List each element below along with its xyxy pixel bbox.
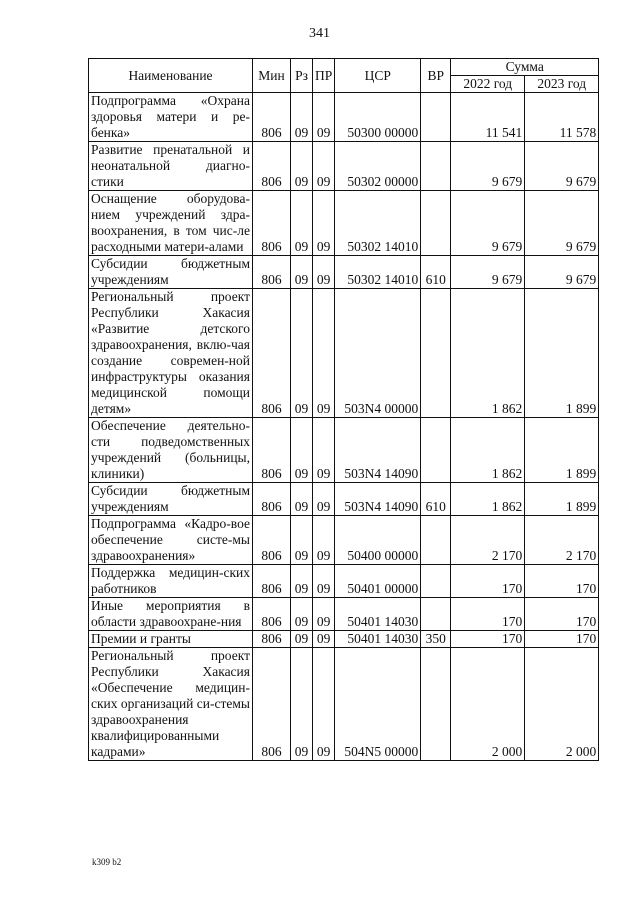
row-rz: 09 xyxy=(291,598,313,631)
row-amount-2023: 1 899 xyxy=(525,418,599,483)
row-name: Региональный проект Республики Хакасия «Развитие детского здравоохранения, вклю-чая создание современ-ной инфраструктуры оказания медицинской помощи детям» xyxy=(89,289,253,418)
row-name: Субсидии бюджетным учреждениям xyxy=(89,483,253,516)
row-min: 806 xyxy=(253,631,291,648)
row-vr xyxy=(421,565,451,598)
row-rz: 09 xyxy=(291,289,313,418)
row-csr: 50302 14010 xyxy=(335,191,421,256)
header-name: Наименование xyxy=(89,59,253,93)
row-min: 806 xyxy=(253,418,291,483)
row-pr: 09 xyxy=(313,648,335,761)
row-vr: 610 xyxy=(421,256,451,289)
row-vr xyxy=(421,289,451,418)
row-name: Премии и гранты xyxy=(89,631,253,648)
row-amount-2023: 2 000 xyxy=(525,648,599,761)
row-amount-2022: 1 862 xyxy=(451,483,525,516)
row-csr: 50302 00000 xyxy=(335,142,421,191)
row-pr: 09 xyxy=(313,631,335,648)
row-amount-2023: 11 578 xyxy=(525,93,599,142)
row-vr xyxy=(421,93,451,142)
budget-table xyxy=(88,58,599,761)
row-csr: 50300 00000 xyxy=(335,93,421,142)
row-csr: 50302 14010 xyxy=(335,256,421,289)
row-name: Поддержка медицин-ских работников xyxy=(89,565,253,598)
table-row xyxy=(89,631,599,648)
row-rz: 09 xyxy=(291,142,313,191)
table-row xyxy=(89,418,599,483)
row-pr: 09 xyxy=(313,565,335,598)
row-amount-2022: 9 679 xyxy=(451,256,525,289)
header-year-2023: 2023 год xyxy=(525,76,599,93)
row-amount-2023: 1 899 xyxy=(525,289,599,418)
row-amount-2023: 170 xyxy=(525,631,599,648)
row-amount-2023: 2 170 xyxy=(525,516,599,565)
row-rz: 09 xyxy=(291,256,313,289)
row-amount-2022: 9 679 xyxy=(451,142,525,191)
row-csr: 50401 14030 xyxy=(335,631,421,648)
row-min: 806 xyxy=(253,142,291,191)
row-amount-2023: 1 899 xyxy=(525,483,599,516)
table-row xyxy=(89,256,599,289)
table-row xyxy=(89,289,599,418)
row-vr xyxy=(421,516,451,565)
row-vr xyxy=(421,418,451,483)
row-amount-2023: 170 xyxy=(525,598,599,631)
row-amount-2022: 11 541 xyxy=(451,93,525,142)
row-min: 806 xyxy=(253,289,291,418)
header-csr: ЦСР xyxy=(335,59,421,93)
row-csr: 504N5 00000 xyxy=(335,648,421,761)
row-pr: 09 xyxy=(313,93,335,142)
row-csr: 50400 00000 xyxy=(335,516,421,565)
table-row xyxy=(89,93,599,142)
row-name: Региональный проект Республики Хакасия «Обеспечение медицин-ских организаций си-стемы здравоохранения квалифицированными кадрами» xyxy=(89,648,253,761)
row-vr xyxy=(421,142,451,191)
row-pr: 09 xyxy=(313,191,335,256)
row-min: 806 xyxy=(253,483,291,516)
row-vr xyxy=(421,648,451,761)
row-name: Оснащение оборудова-нием учреждений здра-воохранения, в том чис-ле расходными матери-алами xyxy=(89,191,253,256)
table-row xyxy=(89,142,599,191)
row-pr: 09 xyxy=(313,483,335,516)
row-rz: 09 xyxy=(291,565,313,598)
row-min: 806 xyxy=(253,516,291,565)
page-number: 341 xyxy=(309,26,330,41)
row-amount-2022: 1 862 xyxy=(451,289,525,418)
row-rz: 09 xyxy=(291,516,313,565)
row-rz: 09 xyxy=(291,648,313,761)
row-amount-2022: 170 xyxy=(451,598,525,631)
row-rz: 09 xyxy=(291,93,313,142)
header-year-2022: 2022 год xyxy=(451,76,525,93)
row-vr xyxy=(421,598,451,631)
row-csr: 50401 14030 xyxy=(335,598,421,631)
header-sum: Сумма xyxy=(451,59,599,76)
row-amount-2023: 9 679 xyxy=(525,142,599,191)
header-rz: Рз xyxy=(291,59,313,93)
row-vr: 610 xyxy=(421,483,451,516)
row-amount-2023: 9 679 xyxy=(525,191,599,256)
row-rz: 09 xyxy=(291,631,313,648)
row-pr: 09 xyxy=(313,256,335,289)
row-rz: 09 xyxy=(291,483,313,516)
table-row xyxy=(89,516,599,565)
row-amount-2022: 1 862 xyxy=(451,418,525,483)
row-vr xyxy=(421,191,451,256)
row-pr: 09 xyxy=(313,142,335,191)
row-name: Обеспечение деятельно-сти подведомственных учреждений (больницы, клиники) xyxy=(89,418,253,483)
row-name: Развитие пренатальной и неонатальной диагно-стики xyxy=(89,142,253,191)
row-amount-2023: 170 xyxy=(525,565,599,598)
row-pr: 09 xyxy=(313,598,335,631)
row-csr: 503N4 00000 xyxy=(335,289,421,418)
row-amount-2022: 2 170 xyxy=(451,516,525,565)
row-amount-2022: 170 xyxy=(451,631,525,648)
row-amount-2022: 2 000 xyxy=(451,648,525,761)
table-row xyxy=(89,483,599,516)
row-csr: 503N4 14090 xyxy=(335,418,421,483)
table-row xyxy=(89,191,599,256)
row-min: 806 xyxy=(253,191,291,256)
row-amount-2023: 9 679 xyxy=(525,256,599,289)
row-vr: 350 xyxy=(421,631,451,648)
row-min: 806 xyxy=(253,565,291,598)
row-name: Иные мероприятия в области здравоохране-ния xyxy=(89,598,253,631)
row-csr: 50401 00000 xyxy=(335,565,421,598)
row-name: Субсидии бюджетным учреждениям xyxy=(89,256,253,289)
table-row xyxy=(89,648,599,761)
row-min: 806 xyxy=(253,648,291,761)
table-row xyxy=(89,565,599,598)
table-row xyxy=(89,598,599,631)
row-amount-2022: 9 679 xyxy=(451,191,525,256)
header-min: Мин xyxy=(253,59,291,93)
header-vr: ВР xyxy=(421,59,451,93)
row-csr: 503N4 14090 xyxy=(335,483,421,516)
row-min: 806 xyxy=(253,93,291,142)
row-pr: 09 xyxy=(313,516,335,565)
row-rz: 09 xyxy=(291,191,313,256)
header-pr: ПР xyxy=(313,59,335,93)
row-min: 806 xyxy=(253,598,291,631)
row-name: Подпрограмма «Кадро-вое обеспечение систе-мы здравоохранения» xyxy=(89,516,253,565)
row-amount-2022: 170 xyxy=(451,565,525,598)
table-body xyxy=(89,93,599,761)
row-pr: 09 xyxy=(313,418,335,483)
row-pr: 09 xyxy=(313,289,335,418)
row-min: 806 xyxy=(253,256,291,289)
row-rz: 09 xyxy=(291,418,313,483)
row-name: Подпрограмма «Охрана здоровья матери и ре-бенка» xyxy=(89,93,253,142)
footer-code: k309 b2 xyxy=(92,857,122,867)
